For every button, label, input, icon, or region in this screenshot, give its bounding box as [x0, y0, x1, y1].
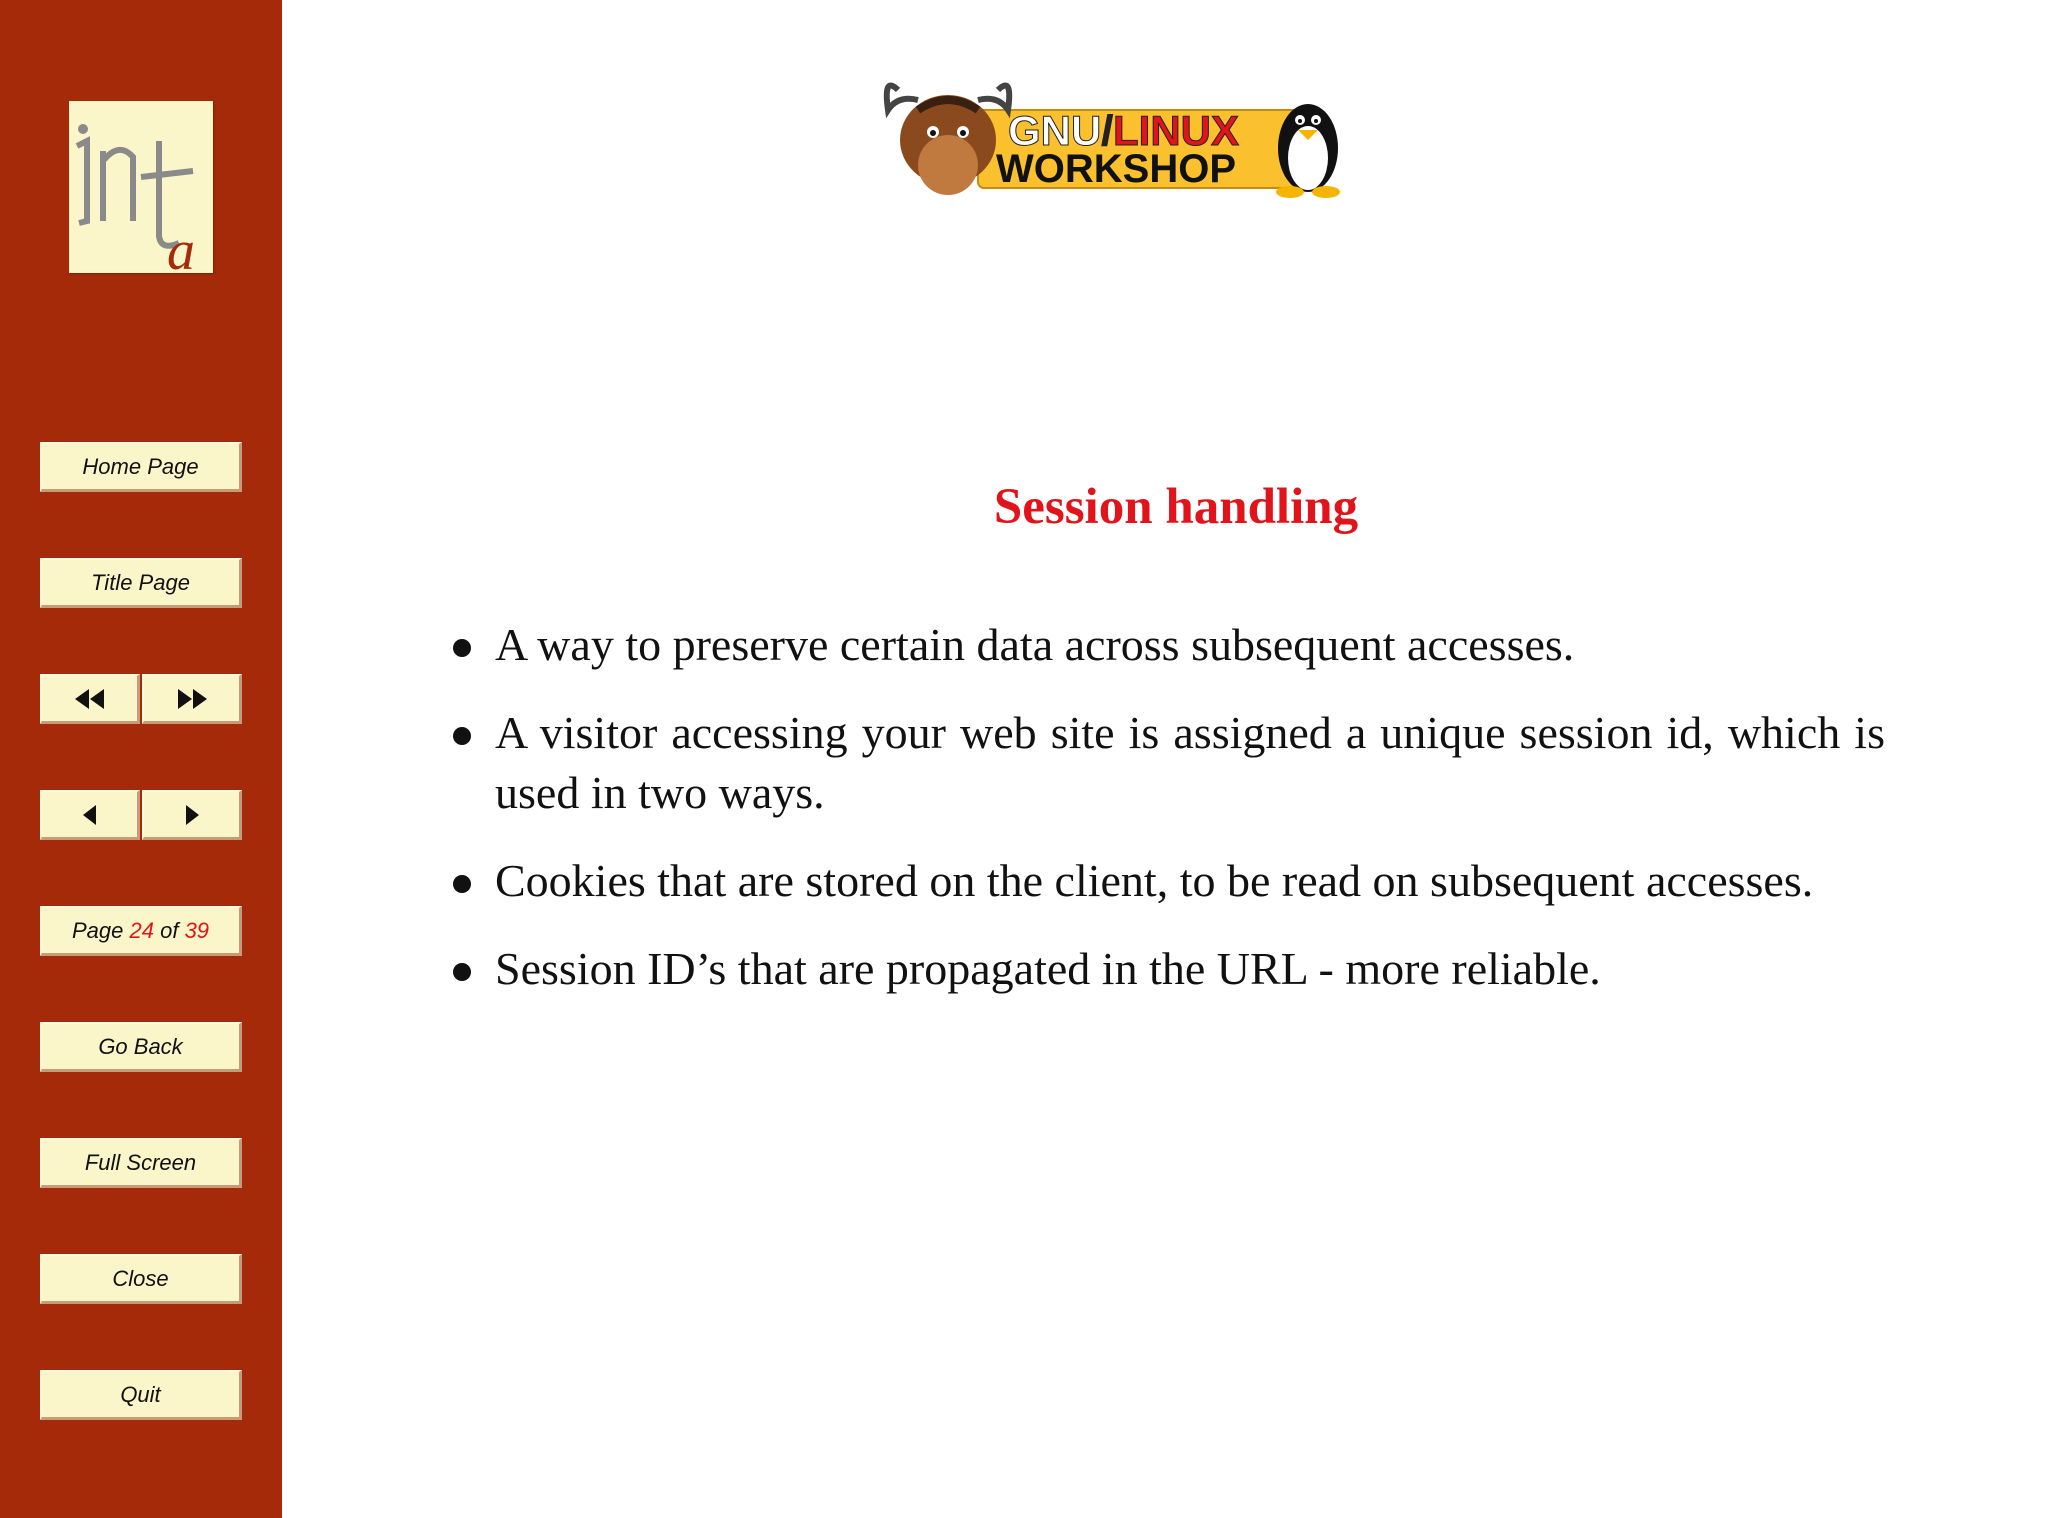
current-page-number: 24 — [129, 917, 154, 943]
navigation-sidebar — [0, 0, 282, 1518]
banner-gnu: GNU — [1008, 107, 1102, 154]
go-back-label: Go Back — [98, 1033, 183, 1059]
gnu-linux-workshop-banner — [878, 70, 1358, 205]
last-page-button[interactable] — [142, 674, 242, 724]
quit-button[interactable] — [40, 1370, 242, 1420]
banner-linux: LINUX — [1113, 107, 1240, 154]
bullet-list — [445, 615, 1885, 1027]
full-screen-label: Full Screen — [84, 1149, 197, 1175]
ita-logo — [69, 101, 213, 273]
banner-slash: / — [1101, 107, 1114, 154]
slide-title-text: Session handling — [993, 479, 1359, 535]
right-arrow-icon — [185, 805, 199, 825]
next-page-button[interactable] — [142, 790, 242, 840]
prev-next-nav — [40, 790, 242, 840]
banner-workshop: WORKSHOP — [996, 147, 1236, 191]
page-of: of — [160, 917, 179, 943]
bullet-dot-icon — [453, 727, 471, 745]
bullet-item — [445, 615, 1885, 675]
double-left-arrow-icon — [75, 689, 105, 709]
bullet-dot-icon — [453, 963, 471, 981]
bullet-dot-icon — [453, 875, 471, 893]
previous-page-button[interactable] — [40, 790, 140, 840]
double-right-arrow-icon — [177, 689, 207, 709]
home-page-button[interactable] — [40, 442, 242, 492]
quit-label: Quit — [120, 1381, 161, 1407]
page-indicator-button[interactable] — [40, 906, 242, 956]
full-screen-button[interactable] — [40, 1138, 242, 1188]
bullet-item — [445, 939, 1885, 999]
close-label: Close — [112, 1265, 169, 1291]
page-prefix: Page — [71, 917, 124, 943]
bullet-item — [445, 703, 1885, 823]
svg-text:a: a — [167, 220, 195, 273]
bullet-item — [445, 851, 1885, 911]
close-button[interactable] — [40, 1254, 242, 1304]
bullet-text: Session ID’s that are propagated in the URL - more reliable. — [495, 943, 1601, 994]
bullet-text: Cookies that are stored on the client, to be read on subsequent accesses. — [495, 855, 1814, 906]
title-page-button[interactable] — [40, 558, 242, 608]
title-page-label: Title Page — [91, 569, 190, 595]
home-page-label: Home Page — [82, 453, 199, 479]
first-last-nav — [40, 674, 242, 724]
left-arrow-icon — [83, 805, 97, 825]
first-page-button[interactable] — [40, 674, 140, 724]
bullet-text: A way to preserve certain data across subsequent accesses. — [495, 619, 1575, 670]
bullet-dot-icon — [453, 639, 471, 657]
go-back-button[interactable] — [40, 1022, 242, 1072]
bullet-text: A visitor accessing your web site is assigned a unique session id, which is used in two ways. — [495, 707, 1885, 818]
total-page-number: 39 — [184, 917, 210, 943]
slide-title — [282, 478, 2048, 536]
